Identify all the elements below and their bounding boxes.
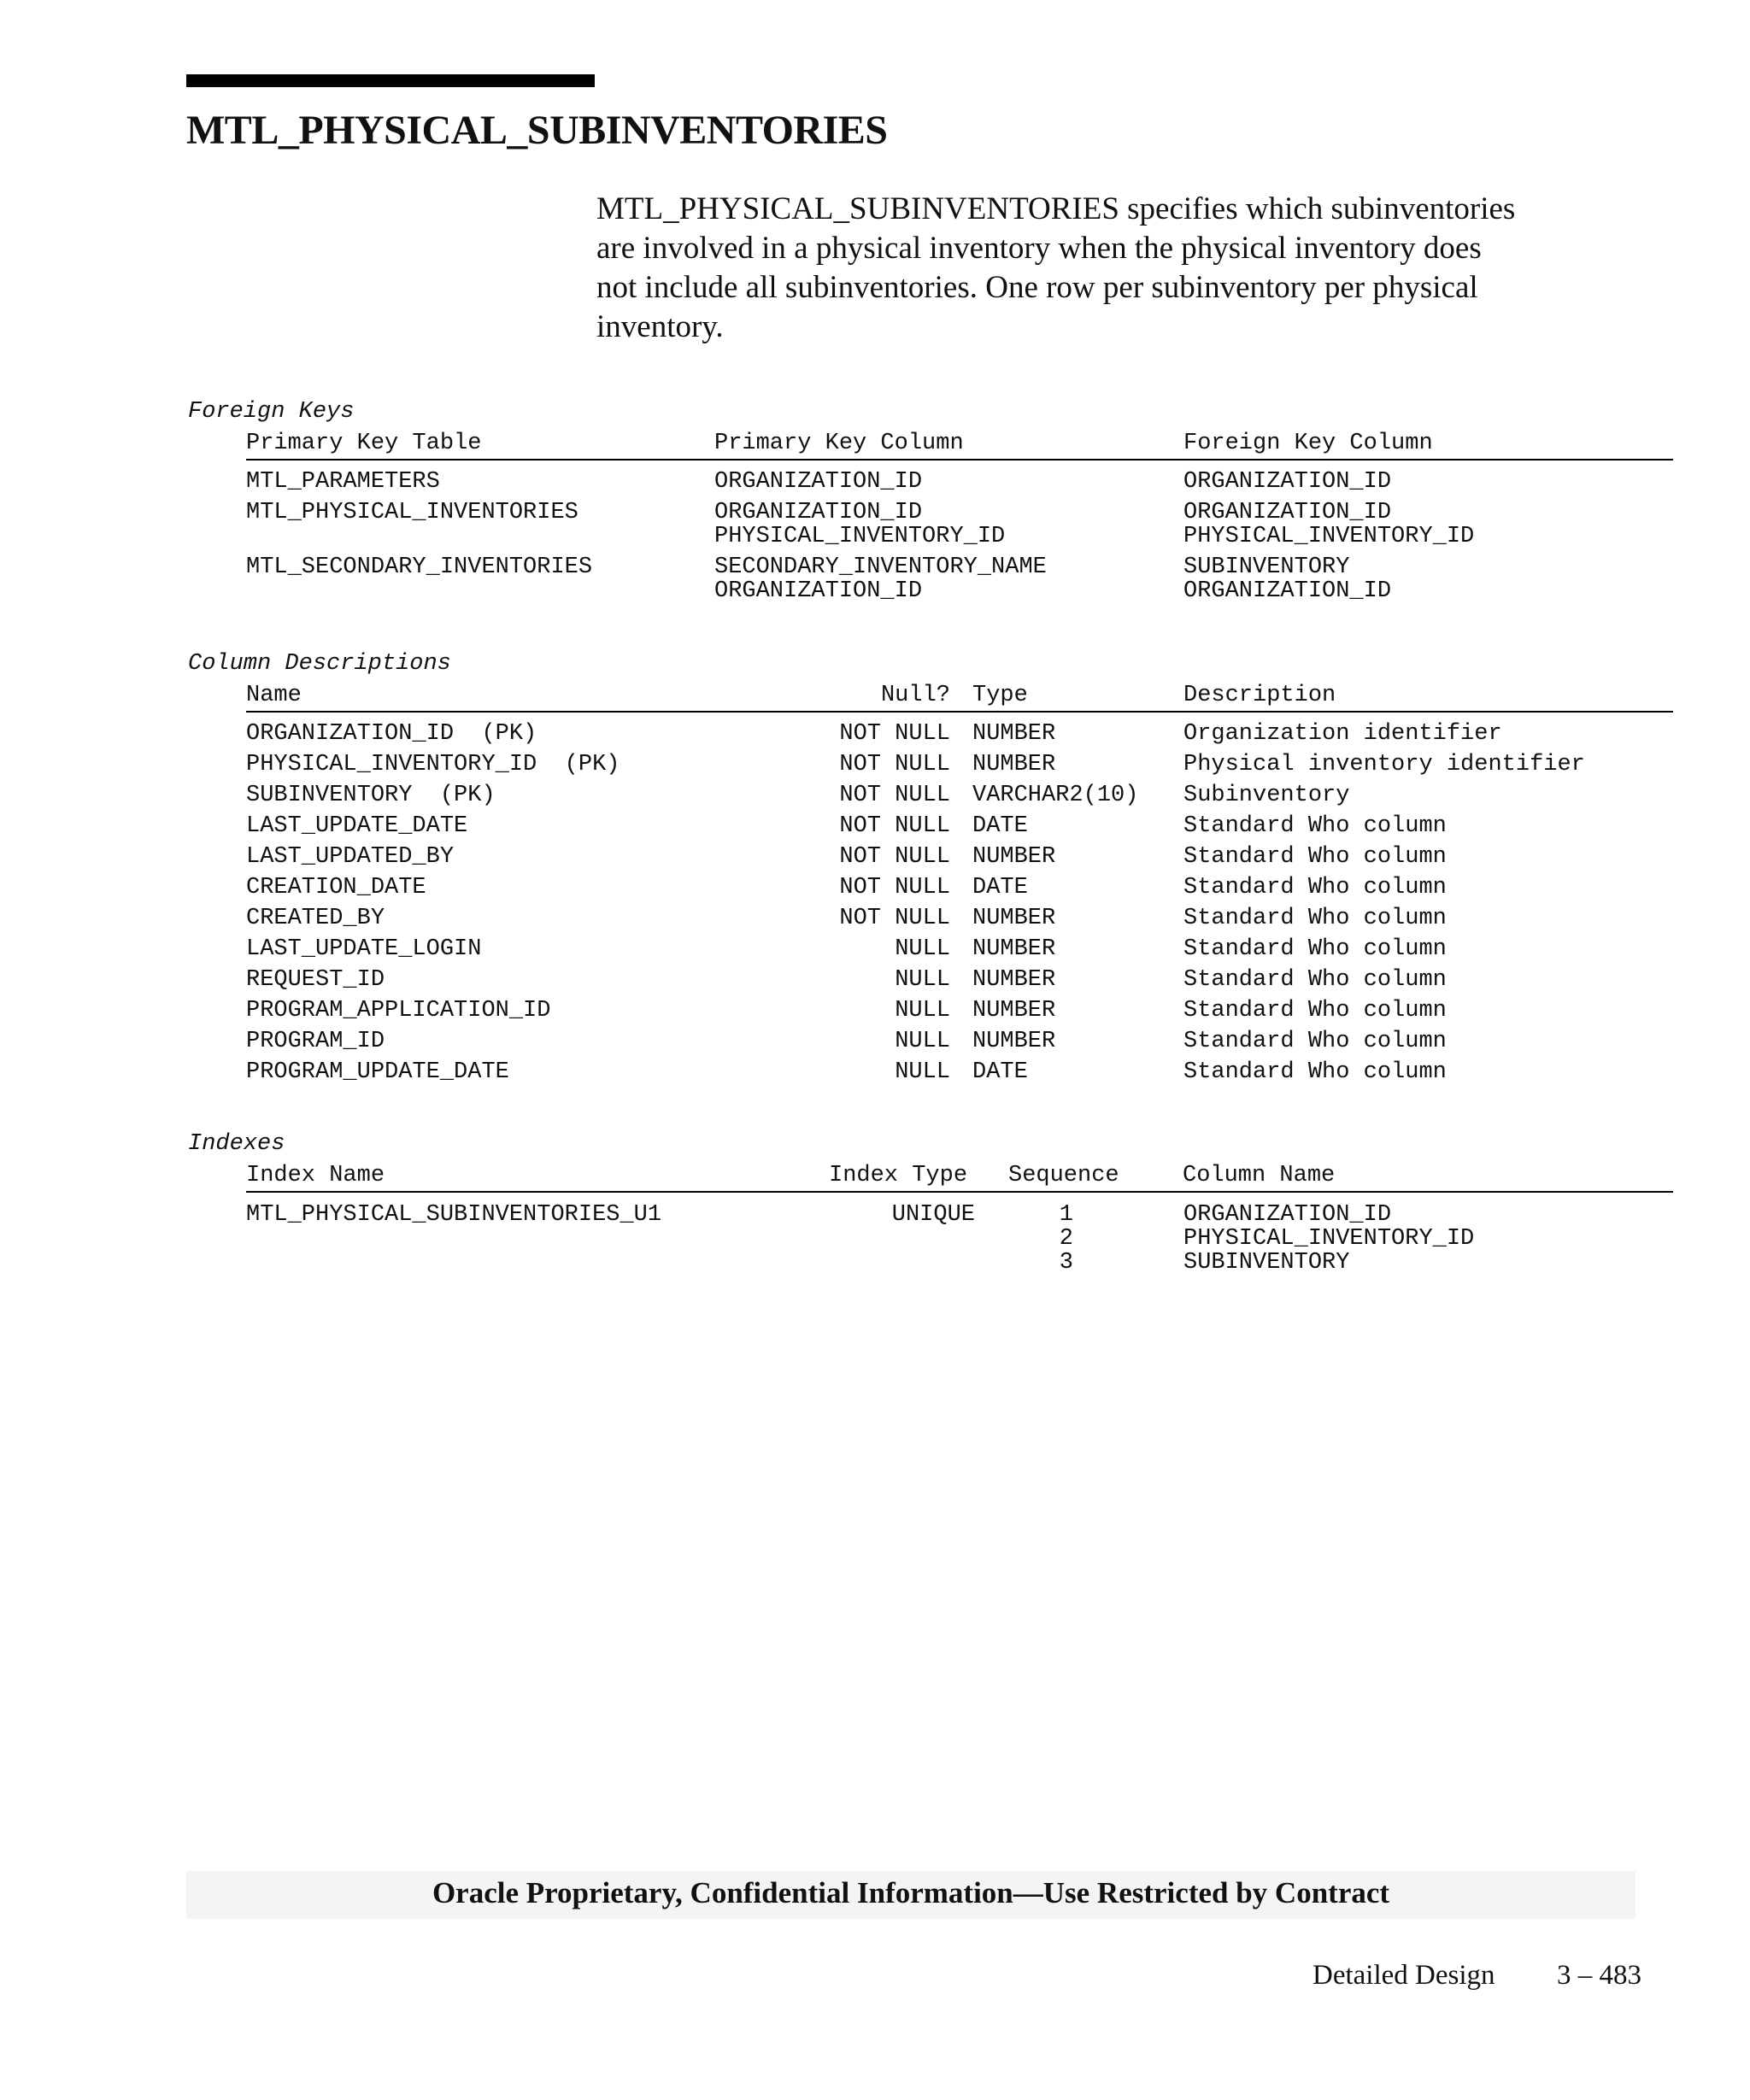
idx-header-type: Index Type [829,1163,968,1188]
col-null: NULL [895,1029,950,1054]
idx-sequence: 2 [1059,1226,1073,1252]
col-type: NUMBER [972,998,1056,1024]
description-line: MTL_PHYSICAL_SUBINVENTORIES specifies which subinventories [596,191,1516,226]
col-null: NOT NULL [839,783,950,808]
col-name: REQUEST_ID [246,967,385,993]
col-null: NOT NULL [839,721,950,747]
idx-header-name: Index Name [246,1163,385,1188]
idx-column: PHYSICAL_INVENTORY_ID [1183,1226,1475,1252]
col-name: SUBINVENTORY (PK) [246,783,496,808]
fk-header-fk-column: Foreign Key Column [1183,431,1433,456]
col-type: NUMBER [972,936,1056,962]
col-null: NOT NULL [839,844,950,870]
col-description: Standard Who column [1183,875,1447,900]
col-header-description: Description [1183,683,1336,708]
col-name: PROGRAM_UPDATE_DATE [246,1059,509,1085]
col-null: NULL [895,1059,950,1085]
fk-fk-column: SUBINVENTORY [1183,554,1350,580]
col-description: Standard Who column [1183,1029,1447,1054]
col-name: LAST_UPDATE_DATE [246,813,468,839]
fk-fk-column: ORGANIZATION_ID [1183,578,1392,604]
idx-name: MTL_PHYSICAL_SUBINVENTORIES_U1 [246,1202,662,1228]
col-header-type: Type [972,683,1028,708]
col-type: NUMBER [972,752,1056,777]
col-type: NUMBER [972,1029,1056,1054]
fk-fk-column: PHYSICAL_INVENTORY_ID [1183,524,1475,549]
fk-pk-column: ORGANIZATION_ID [714,500,923,525]
col-null: NOT NULL [839,752,950,777]
idx-sequence: 1 [1059,1202,1073,1228]
col-description: Physical inventory identifier [1183,752,1585,777]
col-name: PHYSICAL_INVENTORY_ID (PK) [246,752,620,777]
indexes-label: Indexes [188,1131,285,1157]
idx-column: ORGANIZATION_ID [1183,1202,1392,1228]
confidentiality-notice: Oracle Proprietary, Confidential Information––Use Restricted by Contract [432,1876,1390,1909]
fk-pk-table: MTL_PARAMETERS [246,469,440,495]
idx-sequence: 3 [1059,1250,1073,1276]
col-name: LAST_UPDATE_LOGIN [246,936,482,962]
col-name: ORGANIZATION_ID (PK) [246,721,537,747]
col-name: PROGRAM_APPLICATION_ID [246,998,551,1024]
col-type: NUMBER [972,844,1056,870]
fk-pk-column: ORGANIZATION_ID [714,578,923,604]
col-null: NULL [895,967,950,993]
fk-pk-column: ORGANIZATION_ID [714,469,923,495]
fk-fk-column: ORGANIZATION_ID [1183,500,1392,525]
col-description: Standard Who column [1183,906,1447,931]
col-header-null: Null? [880,683,950,708]
col-type: DATE [972,875,1028,900]
col-name: CREATION_DATE [246,875,426,900]
idx-type: UNIQUE [891,1202,975,1228]
col-name: PROGRAM_ID [246,1029,385,1054]
col-name: LAST_UPDATED_BY [246,844,455,870]
col-type: NUMBER [972,721,1056,747]
col-name: CREATED_BY [246,906,385,931]
col-type: DATE [972,813,1028,839]
footer-section-name: Detailed Design [1312,1960,1495,1991]
col-description: Organization identifier [1183,721,1502,747]
fk-header-pk-table: Primary Key Table [246,431,482,456]
fk-header-pk-column: Primary Key Column [714,431,964,456]
col-description: Standard Who column [1183,844,1447,870]
col-description: Standard Who column [1183,936,1447,962]
idx-header-column: Column Name [1183,1163,1336,1188]
col-description: Standard Who column [1183,1059,1447,1085]
col-type: VARCHAR2(10) [972,783,1139,808]
foreign-keys-label: Foreign Keys [188,399,355,425]
table-description [596,190,1622,347]
col-description: Standard Who column [1183,998,1447,1024]
col-null: NOT NULL [839,906,950,931]
col-type: DATE [972,1059,1028,1085]
col-null: NOT NULL [839,813,950,839]
col-header-rule [246,711,1673,713]
fk-header-rule [246,459,1673,460]
description-line: are involved in a physical inventory when the physical inventory does [596,231,1482,266]
page-number: 3 – 483 [1557,1960,1641,1991]
col-type: NUMBER [972,906,1056,931]
column-descriptions-label: Column Descriptions [188,651,451,677]
title-bar-rule [186,74,595,87]
fk-fk-column: ORGANIZATION_ID [1183,469,1392,495]
col-description: Subinventory [1183,783,1350,808]
idx-header-sequence: Sequence [1008,1163,1119,1188]
col-null: NULL [895,998,950,1024]
idx-column: SUBINVENTORY [1183,1250,1350,1276]
fk-pk-table: MTL_SECONDARY_INVENTORIES [246,554,593,580]
fk-pk-column: PHYSICAL_INVENTORY_ID [714,524,1006,549]
col-null: NOT NULL [839,875,950,900]
col-description: Standard Who column [1183,813,1447,839]
fk-pk-column: SECONDARY_INVENTORY_NAME [714,554,1047,580]
fk-pk-table: MTL_PHYSICAL_INVENTORIES [246,500,578,525]
description-line: inventory. [596,309,724,344]
col-null: NULL [895,936,950,962]
description-line: not include all subinventories. One row per subinventory per physical [596,270,1478,305]
col-description: Standard Who column [1183,967,1447,993]
col-type: NUMBER [972,967,1056,993]
page-title: MTL_PHYSICAL_SUBINVENTORIES [186,108,888,153]
col-header-name: Name [246,683,302,708]
idx-header-rule [246,1191,1673,1193]
